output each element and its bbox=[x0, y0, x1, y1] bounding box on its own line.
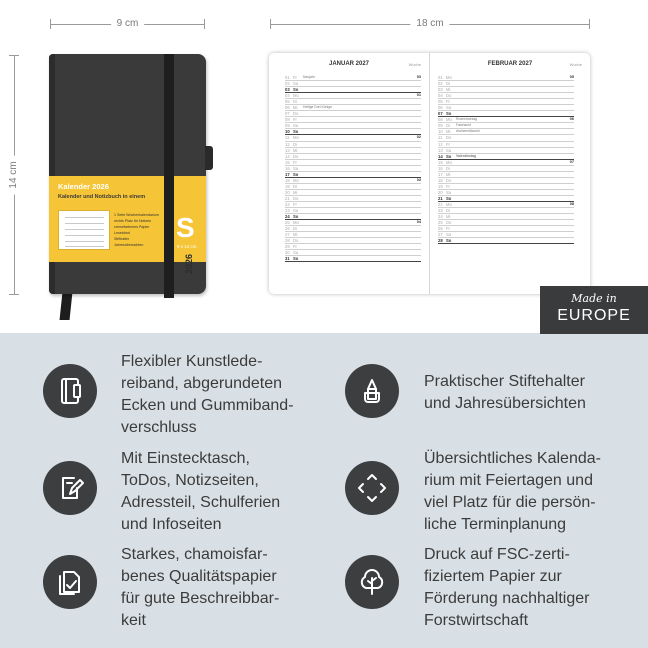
weekday: Fr bbox=[446, 99, 450, 105]
spread-dimension bbox=[270, 18, 590, 30]
cover-feature: Jahresübersichten bbox=[114, 243, 144, 247]
day-number: 10 bbox=[285, 129, 290, 135]
pen-loop bbox=[205, 146, 213, 170]
holiday-note: Rosenmontag bbox=[456, 117, 478, 122]
weekday: Di bbox=[293, 141, 297, 147]
week-number: 08 bbox=[569, 201, 574, 206]
holiday-note: Fastnacht bbox=[456, 123, 471, 128]
document-pen-icon bbox=[43, 461, 97, 515]
cover-subtitle: Kalender und Notizbuch in einem bbox=[58, 194, 146, 200]
day-number: 04 bbox=[438, 93, 443, 99]
holiday-note: Valentinstag bbox=[456, 153, 476, 158]
weekday: So bbox=[446, 111, 452, 117]
feature-line: ToDos, Notizseiten, bbox=[121, 472, 259, 489]
week-number: 53 bbox=[416, 75, 421, 79]
feature-line: fiziertem Papier zur bbox=[424, 568, 562, 585]
feature-text bbox=[121, 448, 280, 536]
notebook-icon bbox=[43, 364, 97, 418]
width-label: 9 cm bbox=[111, 18, 145, 30]
spread-label: 18 cm bbox=[410, 18, 449, 30]
weekday: Mi bbox=[446, 129, 451, 135]
day-number: 26 bbox=[438, 226, 443, 232]
weekday: Fr bbox=[293, 117, 297, 123]
weekday: Mo bbox=[293, 220, 299, 226]
cover-title: Kalender 2026 bbox=[58, 182, 109, 191]
feature-line: Starkes, chamoisfar- bbox=[121, 546, 268, 563]
day-number: 26 bbox=[285, 226, 290, 232]
weekday: Mi bbox=[446, 171, 451, 177]
paper-check-icon bbox=[43, 555, 97, 609]
feature-line: Praktischer Stiftehalter bbox=[424, 373, 585, 390]
weekday: Sa bbox=[446, 189, 452, 195]
day-number: 20 bbox=[285, 189, 290, 195]
weekday: Mi bbox=[293, 147, 298, 153]
day-number: 07 bbox=[285, 111, 290, 117]
weekday: Do bbox=[446, 93, 452, 99]
weekday: Sa bbox=[446, 232, 452, 238]
day-number: 02 bbox=[438, 81, 443, 87]
day-number: 01 bbox=[285, 75, 290, 80]
feature-text bbox=[424, 448, 601, 536]
calendar-page-february bbox=[430, 53, 590, 294]
day-number: 01 bbox=[438, 75, 443, 80]
day-number: 19 bbox=[438, 183, 443, 189]
weekday: Mo bbox=[293, 135, 299, 141]
day-number: 23 bbox=[285, 208, 290, 214]
day-number: 04 bbox=[285, 93, 290, 99]
feature-line: benes Qualitätspapier bbox=[121, 568, 277, 585]
weekday: Mo bbox=[293, 177, 299, 183]
cover-feature-list bbox=[114, 212, 164, 248]
day-number: 16 bbox=[438, 165, 443, 171]
weekday: Do bbox=[293, 195, 299, 201]
day-number: 22 bbox=[285, 201, 290, 207]
elastic-band bbox=[164, 54, 174, 298]
day-number: 22 bbox=[438, 201, 443, 207]
weekday: So bbox=[293, 129, 299, 135]
badge-line1: Made in bbox=[571, 292, 617, 305]
day-number: 19 bbox=[285, 183, 290, 189]
weekday: Di bbox=[446, 123, 450, 129]
day-number: 28 bbox=[438, 238, 443, 244]
calendar-spread bbox=[269, 53, 590, 294]
day-number: 07 bbox=[438, 111, 443, 117]
height-label: 14 cm bbox=[8, 155, 20, 194]
day-number: 03 bbox=[438, 87, 443, 93]
feature-line: Adressteil, Schulferien bbox=[121, 494, 281, 511]
week-number: 05 bbox=[569, 75, 574, 79]
calendar-day-row bbox=[438, 238, 574, 244]
weekday: Sa bbox=[446, 105, 452, 111]
weekday: Sa bbox=[446, 147, 452, 153]
day-number: 02 bbox=[285, 81, 290, 87]
feature-line: Flexibler Kunstlede- bbox=[121, 353, 263, 370]
weekday: Mo bbox=[446, 159, 452, 165]
weekday: So bbox=[293, 214, 299, 220]
day-number: 05 bbox=[285, 99, 290, 105]
feature-text bbox=[121, 351, 294, 439]
weekday: Di bbox=[293, 99, 297, 105]
day-number: 30 bbox=[285, 250, 290, 256]
day-number: 21 bbox=[285, 195, 290, 201]
day-number: 18 bbox=[285, 177, 290, 183]
weekday: Sa bbox=[293, 250, 299, 256]
feature-line: verschluss bbox=[121, 419, 197, 436]
weekday: Di bbox=[446, 81, 450, 87]
weekday: Mi bbox=[293, 232, 298, 238]
day-number: 03 bbox=[285, 87, 290, 93]
weekday: Do bbox=[446, 177, 452, 183]
weekday: So bbox=[446, 153, 452, 159]
day-number: 20 bbox=[438, 189, 443, 195]
feature-line: Förderung nachhaltiger bbox=[424, 590, 590, 607]
day-number: 10 bbox=[438, 129, 443, 135]
weekday: Mi bbox=[293, 189, 298, 195]
weekday: Mo bbox=[293, 93, 299, 99]
feature-line: Ecken und Gummiband- bbox=[121, 397, 294, 414]
feature-line: Druck auf FSC-zerti- bbox=[424, 546, 570, 563]
month-title: FEBRUAR 2027 bbox=[487, 61, 533, 67]
feature-text bbox=[424, 371, 586, 415]
week-number: 04 bbox=[416, 220, 421, 225]
day-rows bbox=[285, 75, 421, 262]
day-number: 27 bbox=[438, 232, 443, 238]
weekday: Do bbox=[446, 220, 452, 226]
weekday: Mi bbox=[293, 105, 298, 111]
day-number: 15 bbox=[438, 159, 443, 165]
day-number: 23 bbox=[438, 208, 443, 214]
day-number: 24 bbox=[285, 214, 290, 220]
week-number: 03 bbox=[416, 177, 421, 182]
cover-feature: rechts Platz für Notizen bbox=[114, 219, 152, 223]
week-number: 01 bbox=[416, 93, 421, 98]
month-title: JANUAR 2027 bbox=[328, 61, 370, 67]
weekday: Di bbox=[446, 208, 450, 214]
weekday: Sa bbox=[293, 123, 299, 129]
day-number: 06 bbox=[285, 105, 290, 111]
day-number: 13 bbox=[438, 147, 443, 153]
day-number: 27 bbox=[285, 232, 290, 238]
day-number: 21 bbox=[438, 195, 443, 201]
feature-line: und Infoseiten bbox=[121, 516, 222, 533]
weekday: Mi bbox=[446, 214, 451, 220]
weekday: Di bbox=[293, 183, 297, 189]
cover-feature: cremefarbenes Papier bbox=[114, 225, 150, 229]
cover-feature: Lesebänd bbox=[114, 231, 130, 235]
weekday: Di bbox=[293, 226, 297, 232]
week-number: 02 bbox=[416, 135, 421, 140]
weekday: Do bbox=[293, 111, 299, 117]
weekday: So bbox=[446, 195, 452, 201]
weekday: Fr bbox=[446, 141, 450, 147]
width-dimension bbox=[50, 18, 205, 30]
day-number: 12 bbox=[438, 141, 443, 147]
weekday: Sa bbox=[293, 81, 299, 87]
day-number: 12 bbox=[285, 141, 290, 147]
feature-line: Forstwirtschaft bbox=[424, 612, 529, 629]
day-number: 11 bbox=[438, 135, 443, 141]
day-rows bbox=[438, 75, 574, 244]
day-number: 16 bbox=[285, 165, 290, 171]
weekday: Fr bbox=[293, 201, 297, 207]
feature-line: für gute Beschreibbar- bbox=[121, 590, 280, 607]
calendar-day-row bbox=[285, 256, 421, 262]
weekday: So bbox=[293, 171, 299, 177]
feature-text bbox=[121, 544, 279, 632]
day-number: 31 bbox=[285, 256, 290, 262]
weekday: Fr bbox=[293, 244, 297, 250]
day-number: 09 bbox=[285, 123, 290, 129]
height-dimension bbox=[8, 55, 20, 295]
day-number: 14 bbox=[438, 153, 443, 159]
expand-arrows-icon bbox=[345, 461, 399, 515]
weekday: Sa bbox=[293, 165, 299, 171]
brand-logo: S bbox=[176, 212, 195, 243]
day-number: 08 bbox=[438, 117, 443, 123]
feature-line: keit bbox=[121, 612, 146, 629]
week-number: 06 bbox=[569, 117, 574, 122]
feature-line: Mit Einstecktasch, bbox=[121, 450, 250, 467]
week-label: Woche bbox=[408, 62, 421, 67]
weekday: Fr bbox=[446, 226, 450, 232]
weekday: Di bbox=[446, 165, 450, 171]
cover-feature: 1 Seite Wochenkalendarium bbox=[114, 213, 159, 217]
weekday: So bbox=[446, 238, 452, 244]
weekday: So bbox=[293, 256, 299, 262]
calendar-page-january bbox=[269, 53, 429, 294]
week-number: 07 bbox=[569, 159, 574, 164]
holiday-note: Neujahr bbox=[303, 75, 315, 79]
badge-line2: EUROPE bbox=[557, 307, 631, 324]
weekday: So bbox=[293, 87, 299, 93]
day-number: 24 bbox=[438, 214, 443, 220]
weekday: Fr bbox=[446, 183, 450, 189]
feature-text bbox=[424, 544, 589, 632]
tree-icon bbox=[345, 555, 399, 609]
day-number: 18 bbox=[438, 177, 443, 183]
day-number: 06 bbox=[438, 105, 443, 111]
cover-feature: Stifthalter bbox=[114, 237, 130, 241]
day-number: 15 bbox=[285, 159, 290, 165]
weekday: Mo bbox=[446, 75, 452, 80]
day-number: 11 bbox=[285, 135, 290, 141]
feature-line: reiband, abgerundeten bbox=[121, 375, 283, 392]
made-in-europe-badge bbox=[540, 286, 648, 334]
holiday-note: Aschermittwoch bbox=[456, 129, 480, 134]
day-number: 17 bbox=[438, 171, 443, 177]
weekday: Mo bbox=[446, 117, 452, 123]
feature-line: rium mit Feiertagen und bbox=[424, 472, 593, 489]
day-number: 28 bbox=[285, 238, 290, 244]
feature-line: Übersichtliches Kalenda- bbox=[424, 450, 601, 467]
holiday-note: Heilige Drei Könige bbox=[303, 105, 333, 110]
cover-year: 2026 bbox=[184, 253, 194, 274]
day-number: 05 bbox=[438, 99, 443, 105]
weekday: Fr bbox=[293, 159, 297, 165]
day-number: 08 bbox=[285, 117, 290, 123]
weekday: Do bbox=[293, 153, 299, 159]
feature-line: liche Terminplanung bbox=[424, 516, 567, 533]
weekday: Do bbox=[293, 238, 299, 244]
weekday: Fr bbox=[293, 75, 297, 80]
day-number: 09 bbox=[438, 123, 443, 129]
weekday: Mi bbox=[446, 87, 451, 93]
day-number: 17 bbox=[285, 171, 290, 177]
weekday: Do bbox=[446, 135, 452, 141]
cover-preview-card bbox=[58, 210, 110, 250]
feature-line: und Jahresübersichten bbox=[424, 395, 586, 412]
weekday: Mo bbox=[446, 201, 452, 207]
week-label: Woche bbox=[569, 62, 582, 67]
day-number: 14 bbox=[285, 153, 290, 159]
day-number: 13 bbox=[285, 147, 290, 153]
day-number: 25 bbox=[438, 220, 443, 226]
weekday: Sa bbox=[293, 208, 299, 214]
day-number: 25 bbox=[285, 220, 290, 226]
feature-line: viel Platz für die persön- bbox=[424, 494, 596, 511]
day-number: 29 bbox=[285, 244, 290, 250]
cover-size: 9 x 14 cm bbox=[177, 244, 197, 249]
pencil-icon bbox=[345, 364, 399, 418]
